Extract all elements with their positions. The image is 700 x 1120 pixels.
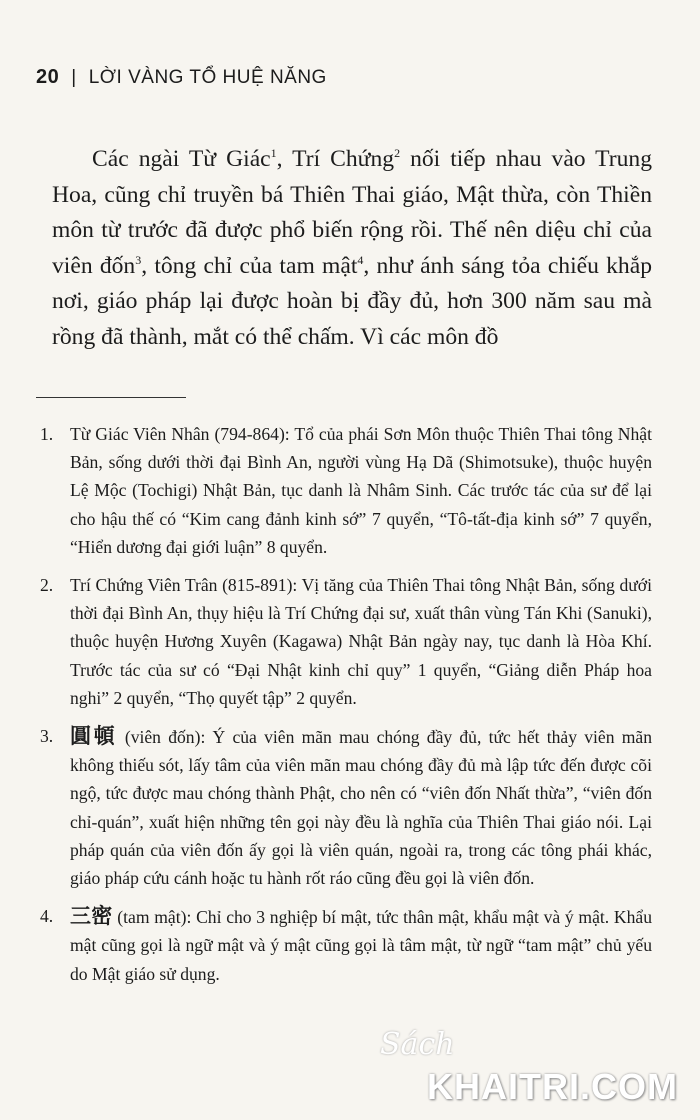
footnote-2: [40, 571, 652, 712]
footnote-text: (tam mật): Chỉ cho 3 nghiệp bí mật, tức thân mật, khẩu mật và ý mật. Khẩu mật cũng gọi là ngữ mật và ý mật cũng gọi là tâm mật, từ ngữ “tam mật” chủ yếu do Mật giáo sử dụng.: [70, 907, 653, 984]
footnote-ref-2: 2: [394, 146, 401, 161]
footnote-body: [70, 902, 652, 988]
body-segment: , tông chỉ của tam mật: [141, 252, 358, 279]
header-separator: |: [71, 66, 77, 88]
footnote-number: 2.: [40, 575, 54, 596]
watermark-brand: KHAITRI.COM: [427, 1066, 678, 1107]
footnote-ref-3: 3: [135, 252, 142, 267]
footnote-4: [40, 902, 652, 988]
body-segment: nối tiếp nhau vào Trung Hoa, cũng chỉ truyền bá Thiên Thai giáo, Mật thừa, còn Thiền môn từ trước đã được phổ biến rộng rồi. Thế nên diệu chỉ của viên đốn: [52, 146, 653, 279]
page-number: 20: [36, 66, 60, 88]
footnote-3: [40, 722, 652, 892]
main-paragraph: [52, 142, 652, 355]
footnote-ref-4: 4: [357, 252, 364, 267]
footnote-divider: [36, 397, 186, 398]
footnote-body: [70, 722, 652, 892]
paragraph: [52, 142, 652, 355]
running-header: [36, 66, 327, 89]
body-segment: , như ánh sáng tỏa chiếu khắp nơi, giáo pháp lại được hoàn bị đầy đủ, hơn 300 năm sau mà rồng đã thành, mắt có thể chấm. Vì các môn đồ: [52, 252, 652, 350]
cjk-term: 三密: [70, 903, 113, 929]
watermark-script: Sách: [380, 1027, 455, 1062]
footnote-1: [40, 420, 652, 561]
footnote-number: 3.: [40, 726, 54, 747]
cjk-term: 圓頓: [70, 723, 118, 749]
footnote-ref-1: 1: [270, 146, 277, 161]
footnote-number: 4.: [40, 906, 54, 927]
footnote-number: 1.: [40, 424, 54, 444]
footnote-text: (viên đốn): Ý của viên mãn mau chóng đầy đủ, tức hết thảy viên mãn không thiếu sót, lấy tâm của viên mãn mau chóng đầy đủ mà lập tức đến được cõi ngộ, tức được mau chóng thành Phật, cho nên có “viên đốn Nhất thừa”, “viên đốn chỉ-quán”, xuất hiện những tên gọi này đều là nghĩa của Thiên Thai giáo nói. Lại pháp quán của viên đốn ấy gọi là viên quán, ngoài ra, trong các tông phái khác, giáo pháp cứu cánh hoặc tu hành rốt ráo cũng đều gọi là viên đốn.: [70, 727, 653, 889]
footnote-text: Trí Chứng Viên Trân (815-891): Vị tăng của Thiên Thai tông Nhật Bản, sống dưới thời đại Bình An, thụy hiệu là Trí Chứng đại sư, xuất thân vùng Tán Khi (Sanuki), thuộc huyện Hương Xuyên (Kagawa) Nhật Bản ngày nay, tục danh là Hòa Khí. Trước tác của sư có “Đại Nhật kinh chỉ quy” 1 quyển, “Giảng diễn Pháp hoa nghi” 2 quyển, “Thọ quyết tập” 2 quyển.: [70, 575, 652, 708]
body-segment: Các ngài Từ Giác: [92, 146, 271, 172]
book-title: LỜI VÀNG TỔ HUỆ NĂNG: [88, 66, 327, 88]
footnote-text: Từ Giác Viên Nhân (794-864): Tổ của phái Sơn Môn thuộc Thiên Thai tông Nhật Bản, sống dưới thời đại Bình An, người vùng Hạ Dã (Shimotsuke), thuộc huyện Lệ Mộc (Tochigi) Nhật Bản, tục danh là Nhâm Sinh. Các trước tác của sư để lại cho hậu thế có “Kim cang đảnh kinh sớ” 7 quyển, “Tô-tất-địa kinh sớ” 7 quyển, “Hiển dương đại giới luận” 8 quyển.: [70, 424, 652, 557]
body-segment: , Trí Chứng: [276, 146, 395, 172]
footnotes: [40, 420, 652, 998]
